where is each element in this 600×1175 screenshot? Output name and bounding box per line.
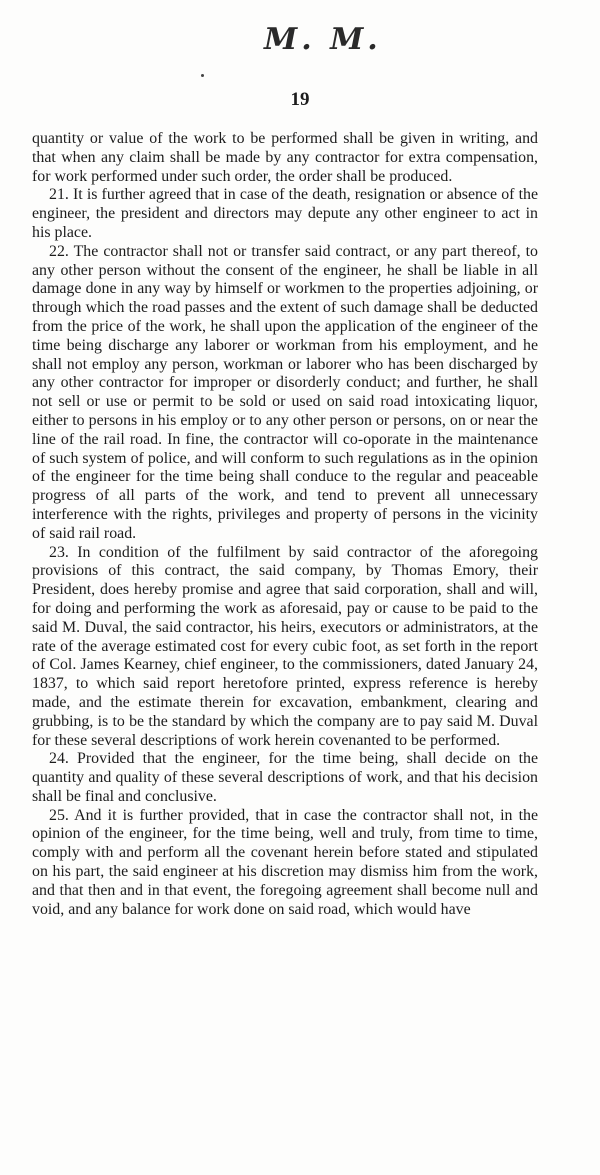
page-number: 19	[290, 89, 310, 110]
paragraph-section-23: 23. In condition of the fulfilment by said contractor of the aforegoing provisions of this contract, the said company, by Thomas Emory, their President, does hereby promise and agree that said corporation, shall and will, for doing and performing the work as aforesaid, pay or cause to be paid to the said M. Duval, the said contractor, his heirs, executors or administrators, at the rate of the average estimated cost for every cubic foot, as set forth in the report of Col. James Kearney, chief engineer, to the commissioners, dated January 24, 1837, to which said report heretofore printed, express reference is hereby made, and the estimate therein for excavation, embankment, clearing and grubbing, is to be the standard by which the company are to pay said M. Duval for these several descriptions of work herein covenanted to be performed.	[32, 543, 538, 749]
paragraph-section-24: 24. Provided that the engineer, for the time being, shall decide on the quantity and quality of these several descriptions of work, and that his decision shall be final and conclusive.	[32, 750, 538, 805]
paragraph-section-21: 21. It is further agreed that in case of the death, resignation or absence of the engineer, the president and directors may depute any other engineer to act in his place.	[32, 186, 538, 241]
paragraph-section-25: 25. And it is further provided, that in case the contractor shall not, in the opinion of the engineer, for the time being, well and truly, from time to time, comply with and perform all the covenant herein before stated and stipulated on his part, the said engineer at his discretion may dismiss him from the work, and that then and in that event, the foregoing agreement shall become null and void, and any balance for work done on said road, which would have	[32, 806, 538, 918]
paragraph-continuation: quantity or value of the work to be performed shall be given in writing, and that when any claim shall be made by any contractor for extra compensation, for work performed under such order, the order shall be produced.	[32, 130, 538, 185]
body-text	[32, 130, 538, 919]
handwritten-mark: M. M.	[264, 22, 382, 57]
ink-speck	[201, 74, 204, 77]
paragraph-section-22: 22. The contractor shall not or transfer said contract, or any part thereof, to any other person without the consent of the engineer, he shall be liable in all damage done in any way by himself or workmen to the properties adjoining, or through which the road passes and the extent of such damage shall be deducted from the price of the work, he shall upon the application of the engineer of the time being discharge any laborer or workman from his employment, and he shall not employ any person, workman or laborer who has been discharged by any other contractor for improper or disorderly conduct; and further, he shall not sell or use or permit to be sold or used on said road intoxicating liquor, either to persons in his employ or to any other person or persons, on or near the line of the rail road. In fine, the contractor will co-oporate in the maintenance of such system of police, and will conform to such regulations as in the opinion of the engineer for the time being shall conduce to the regular and peaceable progress of all parts of the work, and tend to prevent all unnecessary interference with the rights, privileges and property of persons in the vicinity of said rail road.	[32, 242, 538, 542]
